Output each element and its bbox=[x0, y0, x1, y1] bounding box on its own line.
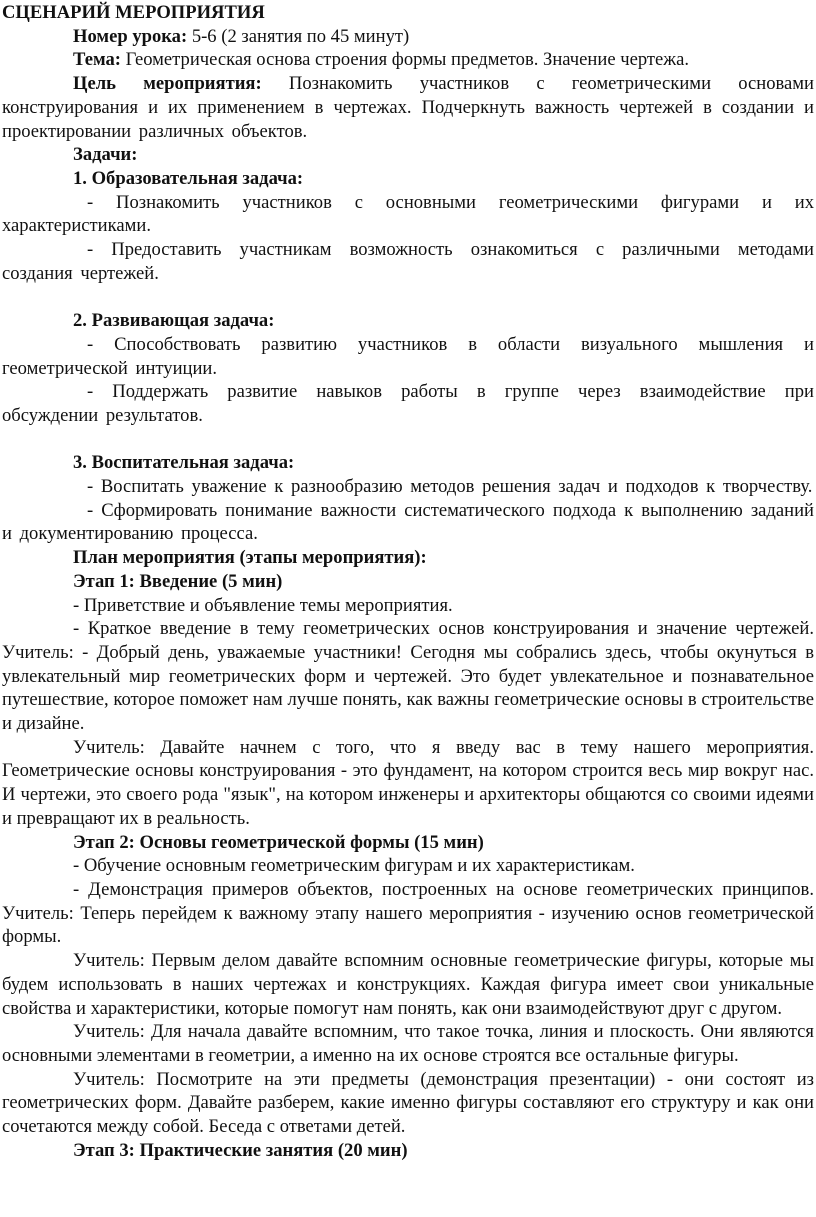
stage2-paragraph: Учитель: Посмотрите на эти предметы (демонстрация презентации) - они состоят из геометрических форм. Давайте разберем, какие именно фигуры составляют его структуру и как они сочетаются между собой. Беседа с ответами детей. bbox=[2, 1068, 814, 1138]
lesson-number-value: 5-6 (2 занятия по 45 минут) bbox=[187, 25, 410, 47]
task1-item: - Предоставить участникам возможность ознакомиться с различными методами создания чертежей. bbox=[2, 239, 814, 284]
stage1-paragraph: - Краткое введение в тему геометрических основ конструирования и значение чертежей. Учитель: - Добрый день, уважаемые участники! Сегодня мы собрались здесь, чтобы окунуться в увлекательный мир геометрических форм и чертежей. Это будет увлекательное и познавательное путешествие, которое поможет нам лучше понять, как важны геометрические основы в строительстве и дизайне. bbox=[2, 618, 814, 735]
lesson-number-line bbox=[2, 25, 814, 49]
task3-item: - Воспитать уважение к разнообразию методов решения задач и подходов к творчеству. bbox=[87, 476, 813, 498]
task2-item: - Поддержать развитие навыков работы в группе через взаимодействие при обсуждении результатов. bbox=[2, 381, 814, 426]
stage2-paragraph: - Демонстрация примеров объектов, построенных на основе геометрических принципов. Учитель: Теперь перейдем к важному этапу нашего мероприятия - изучению основ геометрической формы. bbox=[2, 878, 814, 948]
plan-heading: План мероприятия (этапы мероприятия): bbox=[73, 547, 427, 569]
topic-label: Тема: bbox=[73, 49, 121, 71]
goal-label: Цель мероприятия: bbox=[73, 73, 262, 95]
goal-value: Познакомить участников с геометрическими основами конструирования и их применением в чертежах. Подчеркнуть важность чертежей в создании и проектировании различных объектов. bbox=[2, 73, 815, 142]
task3-item: - Сформировать понимание важности систематического подхода к выполнению заданий и документированию процесса. bbox=[2, 499, 814, 545]
stage1-paragraph: Учитель: Давайте начнем с того, что я введу вас в тему нашего мероприятия. Геометрические основы конструирования - это фундамент, на котором строится весь мир вокруг нас. И чертежи, это своего рода "язык", на котором инженеры и архитекторы общаются со своими идеями и превращают их в реальность. bbox=[2, 736, 814, 829]
spacer bbox=[2, 285, 814, 309]
stage2-heading: Этап 2: Основы геометрической формы (15 мин) bbox=[73, 831, 484, 853]
goal-paragraph bbox=[2, 72, 814, 143]
stage1-heading: Этап 1: Введение (5 мин) bbox=[73, 570, 283, 592]
stage2-paragraph: Учитель: Первым делом давайте вспомним основные геометрические фигуры, которые мы будем использовать в наших чертежах и конструкциях. Каждая фигура имеет свои уникальные свойства и характеристики, которые помогут нам понять, как они взаимодействуют друг с другом. bbox=[2, 950, 814, 1019]
task1-item: - Познакомить участников с основными геометрическими фигурами и их характеристиками. bbox=[2, 191, 814, 237]
task2-item: - Способствовать развитию участников в области визуального мышления и геометрической интуиции. bbox=[2, 333, 814, 379]
stage1-paragraph: - Приветствие и объявление темы мероприятия. bbox=[73, 594, 453, 616]
lesson-number-label: Номер урока: bbox=[73, 25, 188, 47]
task3-heading: 3. Воспитательная задача: bbox=[73, 452, 295, 474]
document-title: СЦЕНАРИЙ МЕРОПРИЯТИЯ bbox=[2, 2, 265, 23]
stage2-paragraph: - Обучение основным геометрическим фигурам и их характеристикам. bbox=[73, 855, 635, 877]
task2-heading: 2. Развивающая задача: bbox=[73, 310, 275, 332]
topic-value: Геометрическая основа строения формы предметов. Значение чертежа. bbox=[120, 49, 690, 71]
spacer bbox=[2, 428, 814, 452]
stage3-heading: Этап 3: Практические занятия (20 мин) bbox=[73, 1139, 408, 1161]
tasks-heading: Задачи: bbox=[73, 144, 138, 166]
task1-heading: 1. Образовательная задача: bbox=[73, 167, 304, 189]
stage2-paragraph: Учитель: Для начала давайте вспомним, что такое точка, линия и плоскость. Они являются основными элементами в геометрии, а именно на их основе строятся все остальные фигуры. bbox=[2, 1021, 814, 1066]
topic-line bbox=[2, 48, 814, 72]
